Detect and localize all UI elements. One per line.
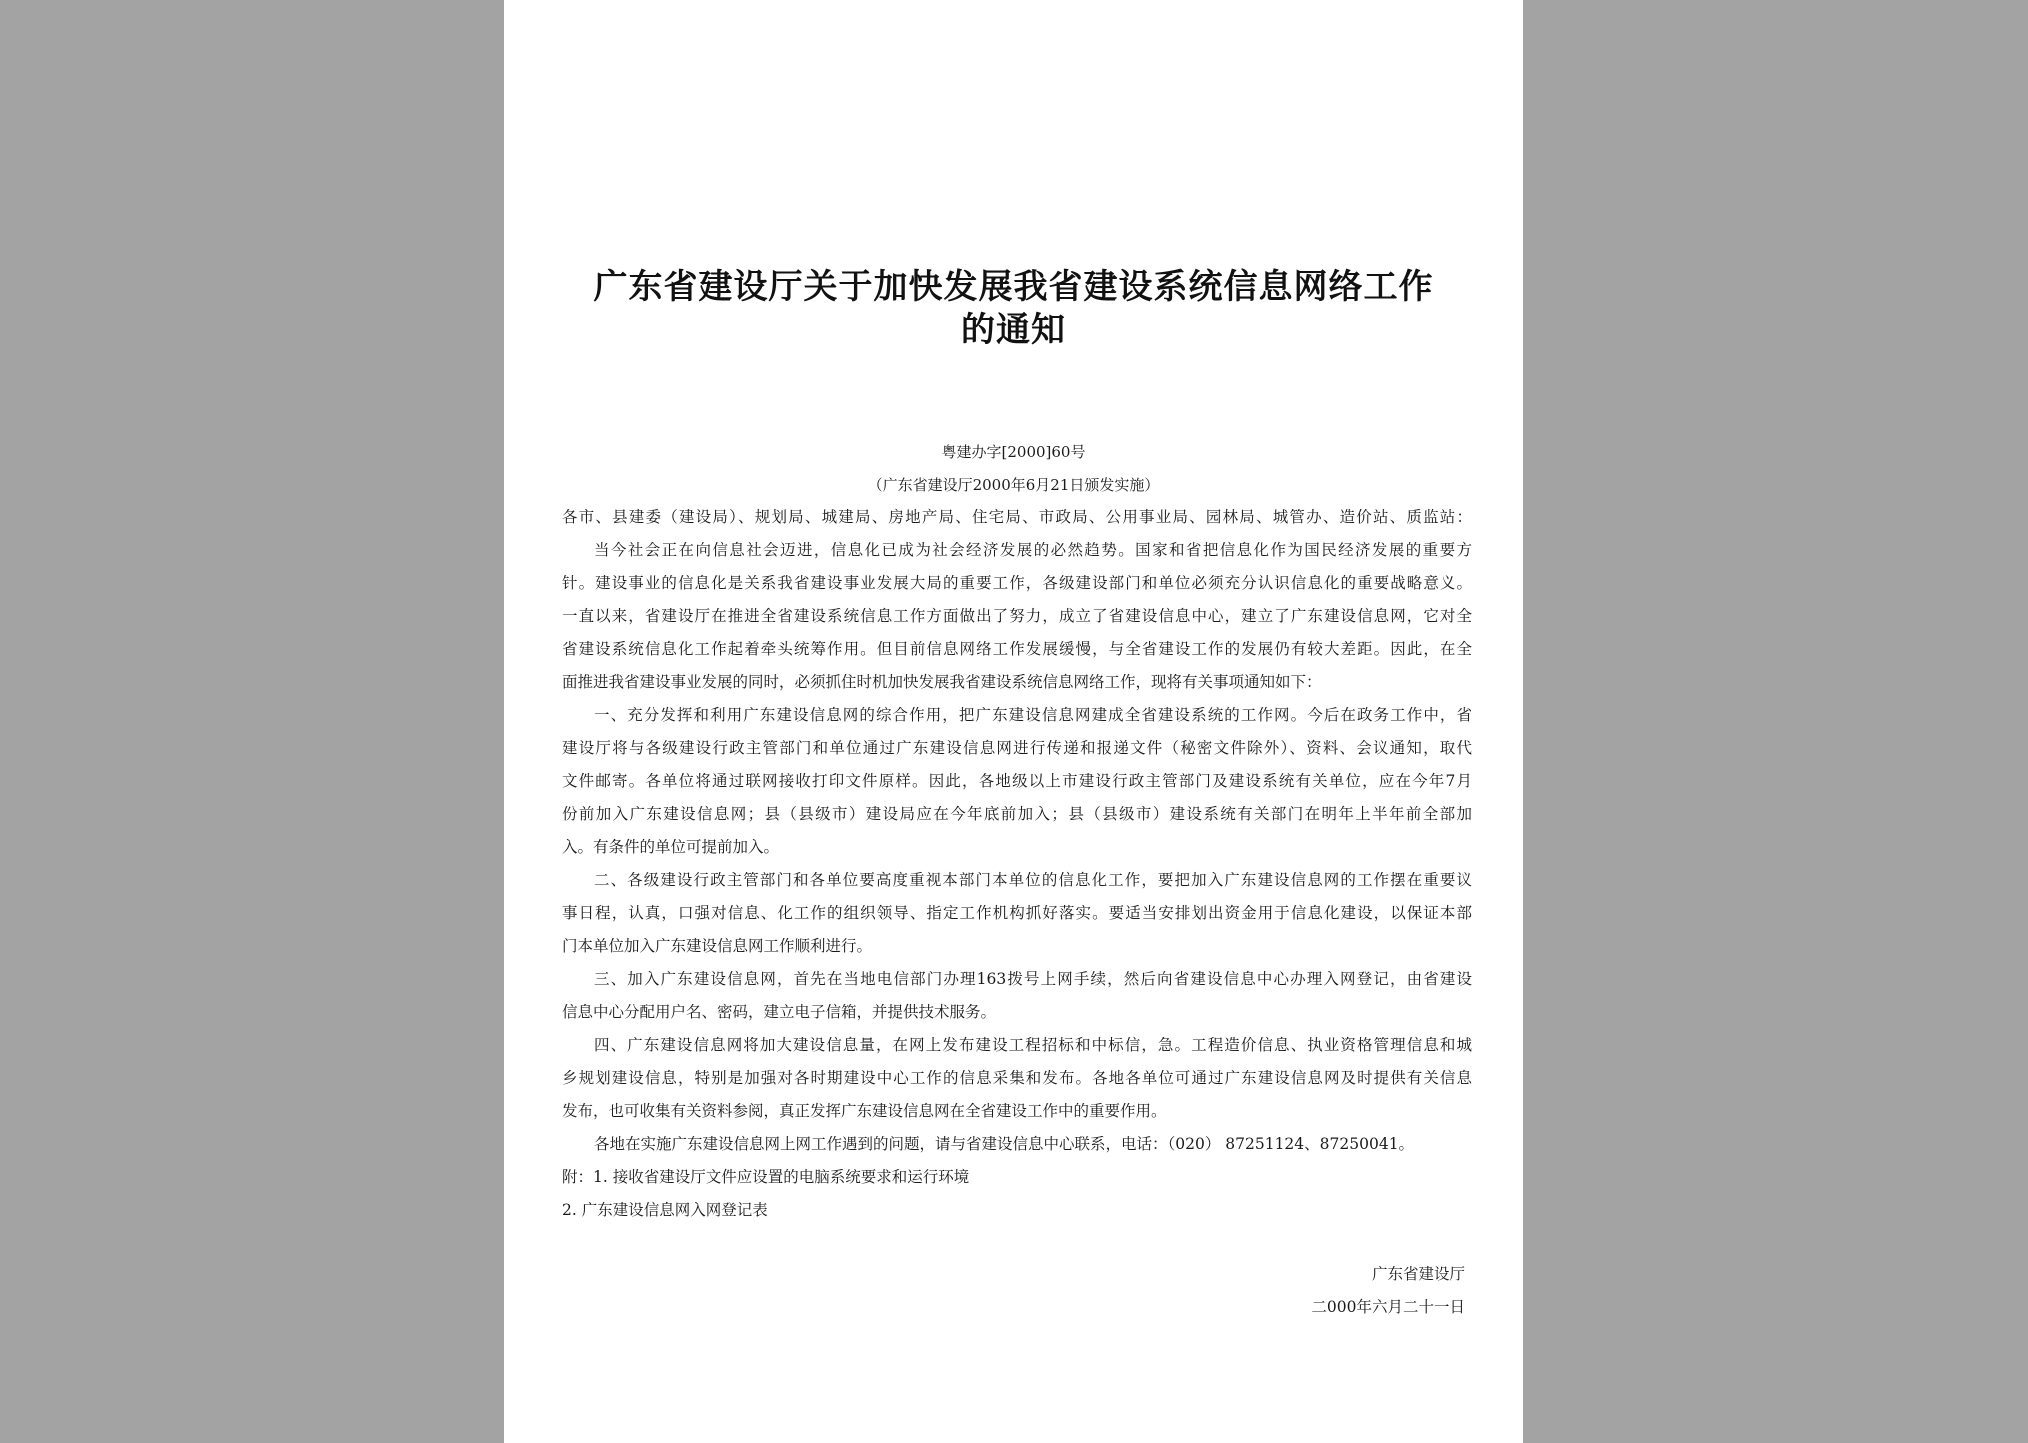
signature-organization: 广东省建设厅 <box>1371 1265 1465 1283</box>
body-line: 文件邮寄。各单位将通过联网接收打印文件原样。因此，各地级以上市建设行政主管部门及建设系统有关单位，应在今年7月 <box>562 772 1472 790</box>
body-line: 二、各级建设行政主管部门和各单位要高度重视本部门本单位的信息化工作，要把加入广东建设信息网的工作摆在重要议 <box>594 871 1472 889</box>
body-line: 份前加入广东建设信息网；县（县级市）建设局应在今年底前加入；县（县级市）建设系统有关部门在明年上半年前全部加 <box>562 805 1472 823</box>
body-line: 针。建设事业的信息化是关系我省建设事业发展大局的重要工作，各级建设部门和单位必须充分认识信息化的重要战略意义。 <box>562 574 1472 592</box>
body-line: 门本单位加入广东建设信息网工作顺利进行。 <box>562 937 873 955</box>
body-line: 一直以来，省建设厅在推进全省建设系统信息工作方面做出了努力，成立了省建设信息中心，建立了广东建设信息网，它对全 <box>562 607 1472 625</box>
body-line: 入。有条件的单位可提前加入。 <box>562 838 780 856</box>
document-number: 粤建办字[2000]60号 <box>941 443 1086 461</box>
body-line: 当今社会正在向信息社会迈进，信息化已成为社会经济发展的必然趋势。国家和省把信息化作为国民经济发展的重要方 <box>594 541 1472 559</box>
body-line: 四、广东建设信息网将加大建设信息量，在网上发布建设工程招标和中标信，急。工程造价信息、执业资格管理信息和城 <box>594 1036 1472 1054</box>
signature-date: 二000年六月二十一日 <box>1311 1298 1465 1316</box>
document-title-continued: 的通知 <box>961 310 1066 350</box>
body-line: 信息中心分配用户名、密码，建立电子信箱，并提供技术服务。 <box>562 1003 997 1021</box>
body-line: 面推进我省建设事业发展的同时，必须抓住时机加快发展我省建设系统信息网络工作，现将有关事项通知如下： <box>562 673 1322 691</box>
attachment-line: 附：1. 接收省建设厅文件应设置的电脑系统要求和运行环境 <box>562 1168 970 1186</box>
issued-note: （广东省建设厅2000年6月21日颁发实施） <box>867 476 1160 494</box>
addressee-line: 各市、县建委（建设局）、规划局、城建局、房地产局、住宅局、市政局、公用事业局、园林局、城管办、造价站、质监站： <box>562 508 1472 526</box>
attachment-line: 2. 广东建设信息网入网登记表 <box>562 1201 768 1219</box>
body-line: 发布，也可收集有关资料参阅，真正发挥广东建设信息网在全省建设工作中的重要作用。 <box>562 1102 1167 1120</box>
document-title: 广东省建设厅关于加快发展我省建设系统信息网络工作 <box>593 267 1434 307</box>
document-page <box>504 0 1523 1443</box>
body-line: 省建设系统信息化工作起着牵头统筹作用。但目前信息网络工作发展缓慢，与全省建设工作的发展仍有较大差距。因此，在全 <box>562 640 1472 658</box>
body-line: 三、加入广东建设信息网，首先在当地电信部门办理163拨号上网手续，然后向省建设信息中心办理入网登记，由省建设 <box>594 970 1472 988</box>
body-line: 事日程，认真，口强对信息、化工作的组织领导、指定工作机构抓好落实。要适当安排划出资金用于信息化建设，以保证本部 <box>562 904 1472 922</box>
contact-line: 各地在实施广东建设信息网上网工作遇到的问题，请与省建设信息中心联系，电话：（020） 87251124、87250041。 <box>594 1135 1415 1153</box>
body-line: 乡规划建设信息，特别是加强对各时期建设中心工作的信息采集和发布。各地各单位可通过广东建设信息网及时提供有关信息 <box>562 1069 1472 1087</box>
body-line: 建设厅将与各级建设行政主管部门和单位通过广东建设信息网进行传递和报递文件（秘密文件除外）、资料、会议通知，取代 <box>562 739 1472 757</box>
body-line: 一、充分发挥和利用广东建设信息网的综合作用，把广东建设信息网建成全省建设系统的工作网。今后在政务工作中，省 <box>594 706 1472 724</box>
